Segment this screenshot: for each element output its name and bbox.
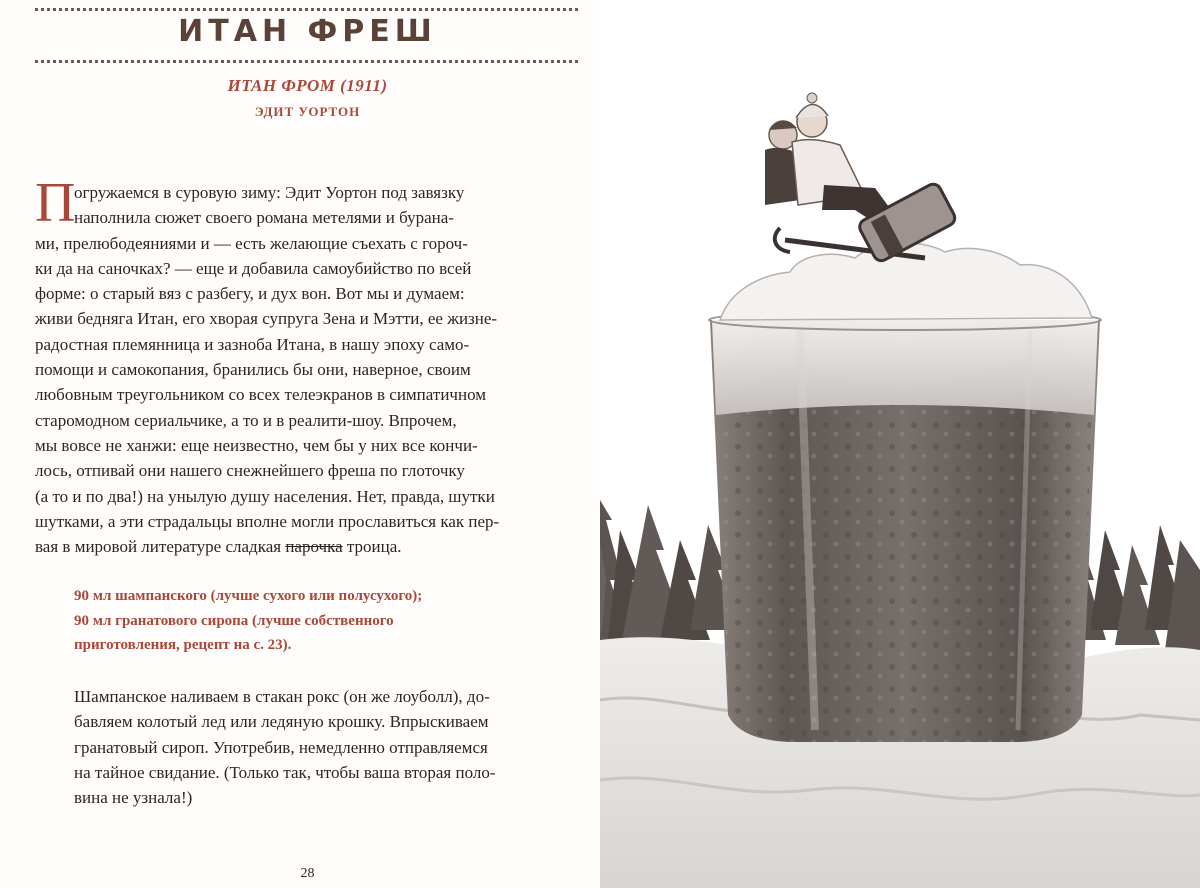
intro-paragraph bbox=[35, 180, 580, 559]
text-line: (а то и по два!) на унылую душу населения. Нет, правда, шутки bbox=[35, 486, 495, 506]
illustration-page bbox=[600, 0, 1200, 888]
last-line-end: троица. bbox=[346, 537, 402, 557]
text-line: старомодном сериальчике, а то и в реалити-шоу. Впрочем, bbox=[35, 410, 457, 430]
method-line: Шампанское наливаем в стакан рокс (он же лоуболл), до- bbox=[74, 687, 490, 706]
text-line: помощи и самокопания, бранились бы они, наверное, своим bbox=[35, 360, 471, 380]
page-number: 28 bbox=[300, 866, 315, 881]
text-line: мы вовсе не ханжи: еще неизвестно, чем бы у них все кончи- bbox=[35, 435, 478, 455]
struck-word: парочка bbox=[285, 537, 343, 557]
text-line: огружаемся в суровую зиму: Эдит Уортон под завязку bbox=[74, 183, 465, 202]
text-line: ки да на саночках? — еще и добавила самоубийство по всей bbox=[35, 258, 472, 278]
top-dotted-rule bbox=[35, 8, 578, 11]
text-line: живи бедняга Итан, его хворая супруга Зена и Мэтти, ее жизне- bbox=[35, 309, 498, 329]
ingredient-line: 90 мл гранатового сиропа (лучше собственного bbox=[74, 612, 394, 629]
text-line: форме: о старый вяз с разбегу, и дух вон. Вот мы и думаем: bbox=[35, 284, 465, 304]
text-line: любовным треугольником со всех телеэкранов в симпатичном bbox=[35, 385, 486, 405]
pine-trees-left bbox=[600, 500, 740, 650]
sledding-couple bbox=[765, 93, 958, 263]
text-line-last bbox=[35, 534, 580, 559]
ingredients-list bbox=[74, 584, 584, 658]
drop-cap: П bbox=[35, 172, 76, 234]
text-line: наполнила сюжет своего романа метелями и бурана- bbox=[74, 208, 454, 228]
book-title: ИТАН ФРОМ (1911) bbox=[227, 76, 388, 95]
method-line: бавляем колотый лед или ледяную крошку. Впрыскиваем bbox=[74, 712, 489, 732]
method-line: вина не узнала!) bbox=[74, 788, 193, 808]
ingredient-line: приготовления, рецепт на с. 23). bbox=[74, 637, 292, 653]
ingredient-line: 90 мл шампанского (лучше сухого или полусухого); bbox=[74, 588, 423, 604]
text-line: ми, прелюбодеяниями и — есть желающие съехать с гороч- bbox=[35, 233, 468, 253]
title-dotted-rule bbox=[35, 60, 578, 63]
author-name: ЭДИТ УОРТОН bbox=[254, 104, 361, 119]
method-paragraph bbox=[74, 684, 584, 810]
glass-sled-illustration bbox=[600, 0, 1200, 888]
method-line: на тайное свидание. (Только так, чтобы ваша вторая поло- bbox=[74, 762, 496, 782]
method-line: гранатовый сироп. Употребив, немедленно отправляемся bbox=[74, 737, 488, 757]
last-line-start: вая в мировой литературе сладкая bbox=[35, 537, 282, 557]
recipe-title: ИТАН ФРЕШ bbox=[178, 14, 437, 49]
text-line: радостная племянница и зазноба Итана, в нашу эпоху само- bbox=[35, 334, 470, 354]
text-line: лось, отпивай они нашего снежнейшего фреша по глоточку bbox=[35, 461, 465, 481]
text-line: шутками, а эти страдальцы вполне могли прославиться как пер- bbox=[35, 511, 500, 531]
